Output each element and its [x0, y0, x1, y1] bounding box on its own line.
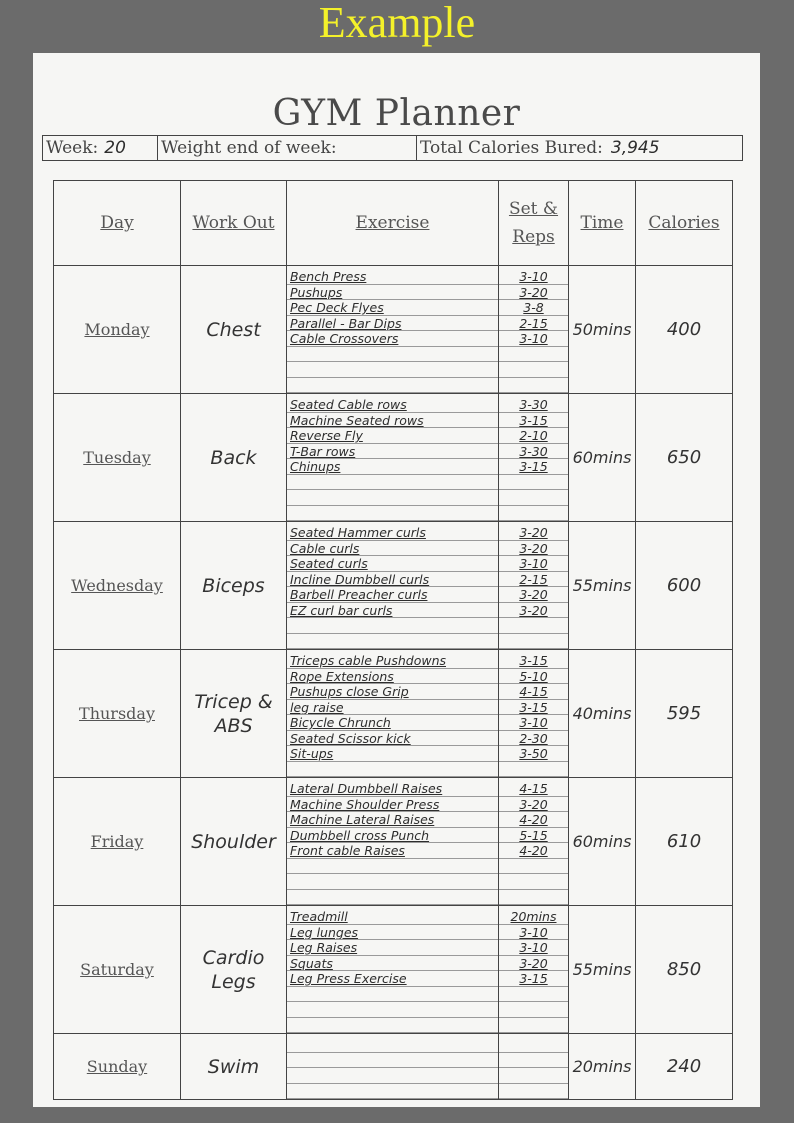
weekly-workout-table: [53, 180, 733, 1100]
sets-reps-line: 5-10: [499, 669, 568, 685]
weight-label: Weight end of week:: [161, 138, 337, 158]
week-info-bar: [42, 135, 743, 161]
calories-cell: 240: [636, 1034, 733, 1100]
sets-reps-line: [499, 347, 568, 363]
table-row: [54, 394, 733, 522]
sets-reps-line: 2-10: [499, 428, 568, 444]
workout-cell: [181, 650, 287, 778]
sets-reps-cell: [499, 266, 569, 394]
exercise-line: Squats: [287, 956, 498, 972]
exercise-line: [287, 347, 498, 363]
sets-reps-line: 3-10: [499, 940, 568, 956]
sets-reps-line: [499, 378, 568, 394]
sets-reps-line: 3-20: [499, 587, 568, 603]
sets-reps-line: 2-15: [499, 316, 568, 332]
sets-reps-line: 3-15: [499, 700, 568, 716]
sets-reps-line: [499, 490, 568, 506]
exercise-line: [287, 475, 498, 491]
page-title: GYM Planner: [272, 93, 521, 134]
workout-label: Tricep &: [194, 690, 273, 713]
sets-reps-line: [499, 890, 568, 906]
exercise-line: Parallel - Bar Dips: [287, 316, 498, 332]
exercise-line: [287, 634, 498, 650]
sets-reps-line: 3-10: [499, 925, 568, 941]
sets-reps-line: [499, 874, 568, 890]
table-row: [54, 906, 733, 1034]
sets-reps-line: 3-10: [499, 715, 568, 731]
exercise-line: Leg lunges: [287, 925, 498, 941]
day-cell: Thursday: [54, 650, 181, 778]
sets-reps-line: 3-50: [499, 746, 568, 762]
sets-reps-line: 3-30: [499, 444, 568, 460]
exercise-line: Seated Cable rows: [287, 397, 498, 413]
workout-cell: [181, 522, 287, 650]
sets-reps-cell: [499, 394, 569, 522]
sets-reps-line: 3-15: [499, 413, 568, 429]
sets-reps-cell: [499, 522, 569, 650]
exercise-line: Leg Press Exercise: [287, 971, 498, 987]
table-row: [54, 778, 733, 906]
calories-cell: 610: [636, 778, 733, 906]
exercise-line: Incline Dumbbell curls: [287, 572, 498, 588]
time-cell: 40mins: [569, 650, 636, 778]
workout-cell: [181, 906, 287, 1034]
sets-reps-line: [499, 1002, 568, 1018]
sets-reps-line: [499, 1018, 568, 1034]
sets-reps-line: 3-8: [499, 300, 568, 316]
sets-reps-line: [499, 506, 568, 522]
exercise-line: Pushups: [287, 285, 498, 301]
exercise-line: Lateral Dumbbell Raises: [287, 781, 498, 797]
exercise-line: EZ curl bar curls: [287, 603, 498, 619]
sets-reps-line: 4-15: [499, 781, 568, 797]
day-cell: Saturday: [54, 906, 181, 1034]
sets-reps-cell: [499, 1034, 569, 1100]
sets-reps-cell: [499, 650, 569, 778]
table-row: [54, 522, 733, 650]
exercise-line: [287, 987, 498, 1003]
exercise-cell: [287, 522, 499, 650]
exercise-cell: [287, 906, 499, 1034]
workout-label: Chest: [206, 318, 261, 341]
exercise-line: leg raise: [287, 700, 498, 716]
exercise-line: Machine Lateral Raises: [287, 812, 498, 828]
sets-reps-line: 3-20: [499, 797, 568, 813]
exercise-line: [287, 1068, 498, 1084]
sets-reps-cell: [499, 778, 569, 906]
total-calories-field: [417, 136, 741, 160]
header-sets-reps: [499, 181, 569, 266]
sets-reps-line: 3-20: [499, 541, 568, 557]
workout-label: Back: [210, 446, 257, 469]
workout-cell: [181, 266, 287, 394]
sets-reps-line: [499, 762, 568, 778]
exercise-line: Treadmill: [287, 909, 498, 925]
exercise-line: [287, 506, 498, 522]
sets-reps-line: [499, 618, 568, 634]
exercise-line: [287, 890, 498, 906]
exercise-line: Sit-ups: [287, 746, 498, 762]
week-value: 20: [104, 138, 126, 158]
exercise-line: Seated Scissor kick: [287, 731, 498, 747]
workout-cell: [181, 778, 287, 906]
exercise-line: T-Bar rows: [287, 444, 498, 460]
exercise-line: Cable curls: [287, 541, 498, 557]
workout-label: ABS: [214, 714, 253, 737]
sets-reps-line: 3-20: [499, 285, 568, 301]
exercise-line: Bicycle Chrunch: [287, 715, 498, 731]
sets-reps-line: 20mins: [499, 909, 568, 925]
sets-reps-cell: [499, 906, 569, 1034]
example-banner: Example: [318, 0, 476, 47]
time-cell: 55mins: [569, 522, 636, 650]
planner-sheet: [33, 53, 760, 1107]
sets-reps-line: 3-15: [499, 459, 568, 475]
header-row: [54, 181, 733, 266]
exercise-line: Bench Press: [287, 269, 498, 285]
sets-reps-line: 3-20: [499, 525, 568, 541]
header-day: Day: [54, 181, 181, 266]
sets-reps-line: 4-15: [499, 684, 568, 700]
exercise-line: Chinups: [287, 459, 498, 475]
workout-label: Cardio: [202, 946, 265, 969]
calories-cell: 850: [636, 906, 733, 1034]
exercise-line: Rope Extensions: [287, 669, 498, 685]
sets-reps-line: [499, 475, 568, 491]
exercise-line: Seated Hammer curls: [287, 525, 498, 541]
sets-reps-line: 3-10: [499, 331, 568, 347]
header-time: Time: [569, 181, 636, 266]
sets-reps-line: 2-15: [499, 572, 568, 588]
weight-field: [158, 136, 417, 160]
calories-cell: 650: [636, 394, 733, 522]
sets-reps-line: 4-20: [499, 812, 568, 828]
exercise-line: Front cable Raises: [287, 843, 498, 859]
exercise-line: [287, 762, 498, 778]
sets-reps-line: 3-15: [499, 971, 568, 987]
exercise-line: [287, 1084, 498, 1100]
exercise-line: [287, 1002, 498, 1018]
total-calories-value: 3,945: [610, 138, 660, 158]
time-cell: 55mins: [569, 906, 636, 1034]
exercise-cell: [287, 266, 499, 394]
calories-cell: 595: [636, 650, 733, 778]
exercise-line: Reverse Fly: [287, 428, 498, 444]
time-cell: 60mins: [569, 394, 636, 522]
exercise-line: Machine Seated rows: [287, 413, 498, 429]
sets-reps-line: 3-20: [499, 956, 568, 972]
exercise-line: [287, 1037, 498, 1053]
exercise-line: Seated curls: [287, 556, 498, 572]
exercise-line: Dumbbell cross Punch: [287, 828, 498, 844]
exercise-line: [287, 859, 498, 875]
exercise-cell: [287, 650, 499, 778]
table-row: [54, 650, 733, 778]
exercise-line: [287, 1018, 498, 1034]
exercise-line: [287, 490, 498, 506]
exercise-line: [287, 618, 498, 634]
table-body: [54, 266, 733, 1100]
sets-reps-line: [499, 987, 568, 1003]
sets-reps-line: 3-15: [499, 653, 568, 669]
week-field: [43, 136, 158, 160]
table-row: [54, 266, 733, 394]
day-cell: Friday: [54, 778, 181, 906]
day-cell: Wednesday: [54, 522, 181, 650]
exercise-line: [287, 362, 498, 378]
sets-reps-line: [499, 859, 568, 875]
header-sets-line1: Set &: [508, 199, 559, 219]
calories-cell: 600: [636, 522, 733, 650]
time-cell: 20mins: [569, 1034, 636, 1100]
header-sets-line2: Reps: [512, 227, 555, 247]
workout-label: Shoulder: [191, 830, 276, 853]
exercise-line: Cable Crossovers: [287, 331, 498, 347]
total-calories-label: Total Calories Bured:: [420, 138, 603, 158]
exercise-line: [287, 1053, 498, 1069]
time-cell: 60mins: [569, 778, 636, 906]
sets-reps-line: 3-10: [499, 556, 568, 572]
sets-reps-line: 3-20: [499, 603, 568, 619]
header-workout: Work Out: [181, 181, 287, 266]
week-label: Week:: [46, 138, 99, 158]
sets-reps-line: 3-30: [499, 397, 568, 413]
workout-label: Legs: [211, 970, 256, 993]
day-cell: Sunday: [54, 1034, 181, 1100]
exercise-line: Pushups close Grip: [287, 684, 498, 700]
exercise-cell: [287, 778, 499, 906]
workout-label: Swim: [207, 1055, 260, 1078]
exercise-line: Triceps cable Pushdowns: [287, 653, 498, 669]
exercise-cell: [287, 394, 499, 522]
sets-reps-line: 5-15: [499, 828, 568, 844]
exercise-line: Barbell Preacher curls: [287, 587, 498, 603]
day-cell: Monday: [54, 266, 181, 394]
sets-reps-line: [499, 362, 568, 378]
day-cell: Tuesday: [54, 394, 181, 522]
exercise-line: Machine Shoulder Press: [287, 797, 498, 813]
sets-reps-line: 4-20: [499, 843, 568, 859]
workout-label: Biceps: [202, 574, 265, 597]
sets-reps-line: [499, 1053, 568, 1069]
workout-cell: [181, 1034, 287, 1100]
header-calories: Calories: [636, 181, 733, 266]
exercise-line: Pec Deck Flyes: [287, 300, 498, 316]
sets-reps-line: 3-10: [499, 269, 568, 285]
exercise-line: Leg Raises: [287, 940, 498, 956]
header-exercise: Exercise: [287, 181, 499, 266]
time-cell: 50mins: [569, 266, 636, 394]
sets-reps-line: [499, 1084, 568, 1100]
calories-cell: 400: [636, 266, 733, 394]
sets-reps-line: [499, 1037, 568, 1053]
exercise-line: [287, 378, 498, 394]
sets-reps-line: 2-30: [499, 731, 568, 747]
table-row: [54, 1034, 733, 1100]
workout-cell: [181, 394, 287, 522]
exercise-cell: [287, 1034, 499, 1100]
sets-reps-line: [499, 1068, 568, 1084]
exercise-line: [287, 874, 498, 890]
sets-reps-line: [499, 634, 568, 650]
